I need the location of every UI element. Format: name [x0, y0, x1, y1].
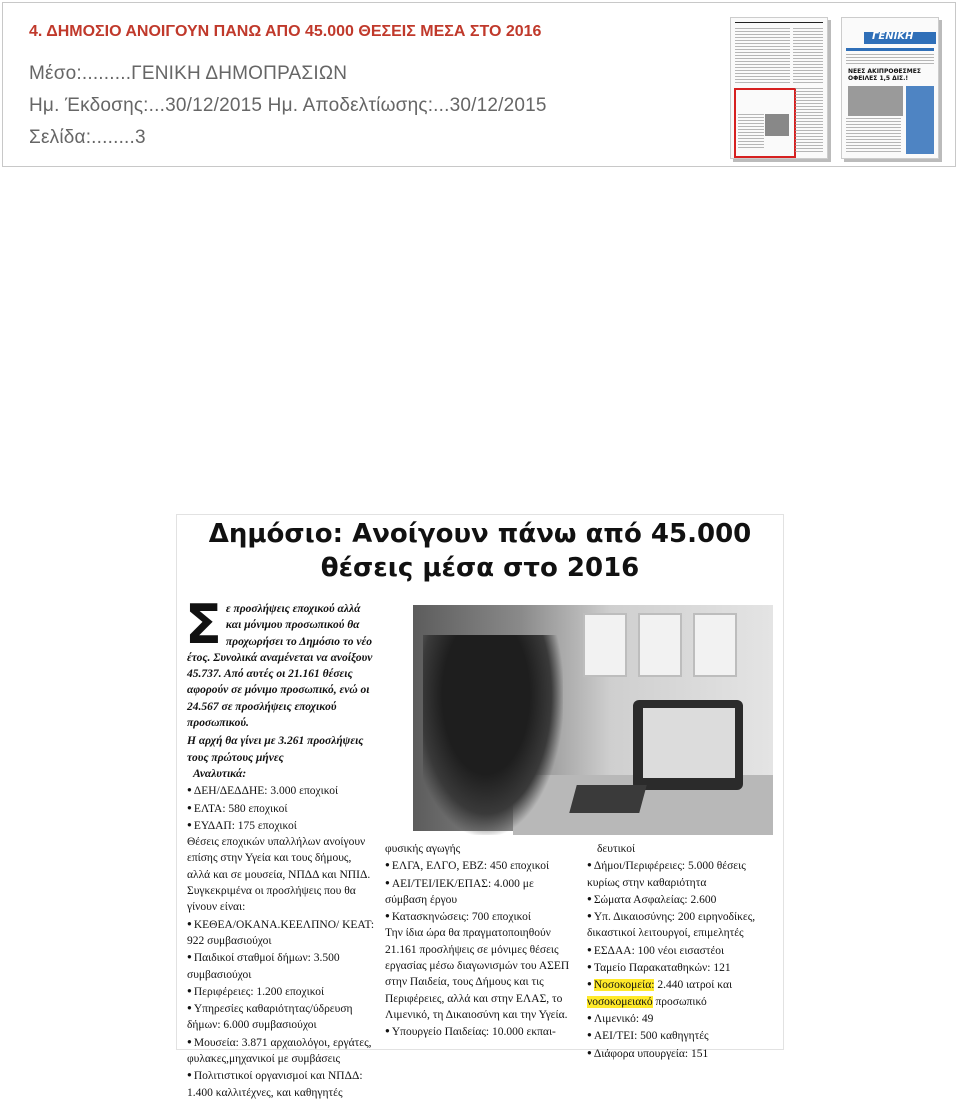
article-column-1 [185, 593, 375, 1101]
masthead-text: ΓΕΝΙΚΗ [872, 31, 914, 42]
list-item: ● ΚΕΘΕΑ/ΟΚΑΝΑ.ΚΕΕΛΠΝΟ/ ΚΕΑΤ: 922 συμβασιούχοι [187, 916, 375, 950]
highlight-rest: προσωπικό [652, 995, 707, 1008]
dropcap-letter: Σ [185, 593, 222, 656]
list-item: ● ΕΥΔΑΠ: 175 εποχικοί [187, 817, 375, 834]
article-column-3 [587, 841, 777, 1062]
list-item: ● Μουσεία: 3.871 αρχαιολόγοι, εργάτες, φυλακες,μηχανικοί με συμβάσεις [187, 1034, 375, 1068]
list-item: ● ΑΕΙ/ΤΕΙ/ΙΕΚ/ΕΠΑΣ: 4.000 με σύμβαση έργου [385, 875, 577, 909]
list-item: ● Δήμοι/Περιφέρειες: 5.000 θέσεις κυρίως στην καθαριότητα [587, 857, 777, 891]
list-item: ● Παιδικοί σταθμοί δήμων: 3.500 συμβασιούχοι [187, 949, 375, 983]
article-headline-line1: Δημόσιο: Ανοίγουν πάνω από 45.000 [208, 519, 752, 549]
analytika-label: Αναλυτικά: [193, 767, 247, 780]
list-item: ● ΕΛΓΑ, ΕΛΓΟ, ΕΒΖ: 450 εποχικοί [385, 857, 577, 874]
page-line: Σελίδα:........3 [29, 127, 146, 148]
dates-line: Ημ. Έκδοσης:...30/12/2015 Ημ. Αποδελτίωσης:...30/12/2015 [29, 95, 547, 116]
page-thumbnail-inner[interactable] [730, 17, 828, 159]
col2-paragraph: Την ίδια ώρα θα πραγματοποιηθούν 21.161 προσλήψεις σε μόνιμες θέσεις εργασίας μέσω διαγωνισμών του ΑΣΕΠ στην Παιδεία, τους Δήμους και τις Περιφέρειες, αλλά και στην ΕΛΑΣ, το Λιμενικό, τη Δικαιοσύνη και την Υγεία. [385, 927, 570, 1021]
list-item: ● Πολιτιστικοί οργανισμοί και ΝΠΔΔ: 1.400 καλλιτέχνες, και καθηγητές [187, 1067, 375, 1101]
list-item: ● ΔΕΗ/ΔΕΔΔΗΕ: 3.000 εποχικοί [187, 782, 375, 799]
article-column-2 [385, 841, 577, 1041]
list-item: ● ΑΕΙ/ΤΕΙ: 500 καθηγητές [587, 1027, 777, 1044]
article-lead-2: Η αρχή θα γίνει με 3.261 προσλήψεις τους πρώτους μήνες [187, 735, 364, 764]
article-paragraph-2: Θέσεις εποχικών υπαλλήλων ανοίγουν επίσης στην Υγεία και τους δήμους, αλλά και σε μουσεία, ΝΠΔΔ και ΝΠΙΔ. Συγκεκριμένα οι προσλήψεις που θα γίνουν είναι: [187, 836, 371, 914]
highlight-word: νοσοκομειακό [587, 995, 653, 1008]
list-item: ● ΕΛΤΑ: 580 εποχικοί [187, 800, 375, 817]
highlight-text: 2.440 ιατροί και [654, 979, 733, 992]
list-item: ● Κατασκηνώσεις: 700 εποχικοί [385, 908, 577, 925]
list-item: ● Υπ. Δικαιοσύνης: 200 ειρηνοδίκες, δικαστικοί λειτουργοί, επιμελητές [587, 908, 777, 942]
page-thumbnail-front[interactable] [841, 17, 939, 159]
col3-start: δευτικοί [597, 843, 636, 855]
article-lead: ε προσλήψεις εποχικού αλλά και μόνιμου προσωπικού θα προχωρήσει το Δημόσιο το νέο έτος. Συνολικά αναμένεται να ανοίξουν 45.737. Από αυτές οι 21.161 θέσεις αφορούν σε μόνιμο προσωπικό, ενώ οι 24.567 σε προσλήψεις εποχικού προσωπικού. [187, 603, 373, 730]
newspaper-clipping [176, 514, 784, 1099]
list-item: ● Υπουργείο Παιδείας: 10.000 εκπαι- [385, 1023, 577, 1040]
list-item: ● Ταμείο Παρακαταθηκών: 121 [587, 959, 777, 976]
list-item: ● Υπηρεσίες καθαριότητας/ύδρευση δήμων: 6.000 συμβασιούχοι [187, 1000, 375, 1034]
list-item: ● Σώματα Ασφαλείας: 2.600 [587, 891, 777, 908]
list-item: ● Διάφορα υπουργεία: 151 [587, 1045, 777, 1062]
clipping-header [2, 2, 956, 167]
article-photo [413, 605, 773, 831]
article-headline-line2: θέσεις μέσα στο 2016 [320, 553, 640, 583]
list-item: ● Λιμενικό: 49 [587, 1010, 777, 1027]
list-item: ● ΕΣΔΑΑ: 100 νέοι εισαστέοι [587, 942, 777, 959]
clipping-title[interactable]: 4. ΔΗΜΟΣΙΟ ΑΝΟΙΓΟΥΝ ΠΑΝΩ ΑΠΟ 45.000 ΘΕΣΕΙΣ ΜΕΣΑ ΣΤΟ 2016 [29, 23, 542, 40]
front-headline: ΝΕΕΣ ΑΚΙΠΡΟΘΕΣΜΕΣ ΟΦΕΙΛΕΣ 1,5 ΔΙΣ.! [848, 68, 921, 82]
col2-start: φυσικής αγωγής [385, 843, 461, 855]
highlighted-item [587, 976, 777, 1010]
list-item: ● Περιφέρειες: 1.200 εποχικοί [187, 983, 375, 1000]
highlight-label: Νοσοκομεία: [593, 979, 655, 992]
media-line: Μέσο:.........ΓΕΝΙΚΗ ΔΗΜΟΠΡΑΣΙΩΝ [29, 63, 348, 84]
